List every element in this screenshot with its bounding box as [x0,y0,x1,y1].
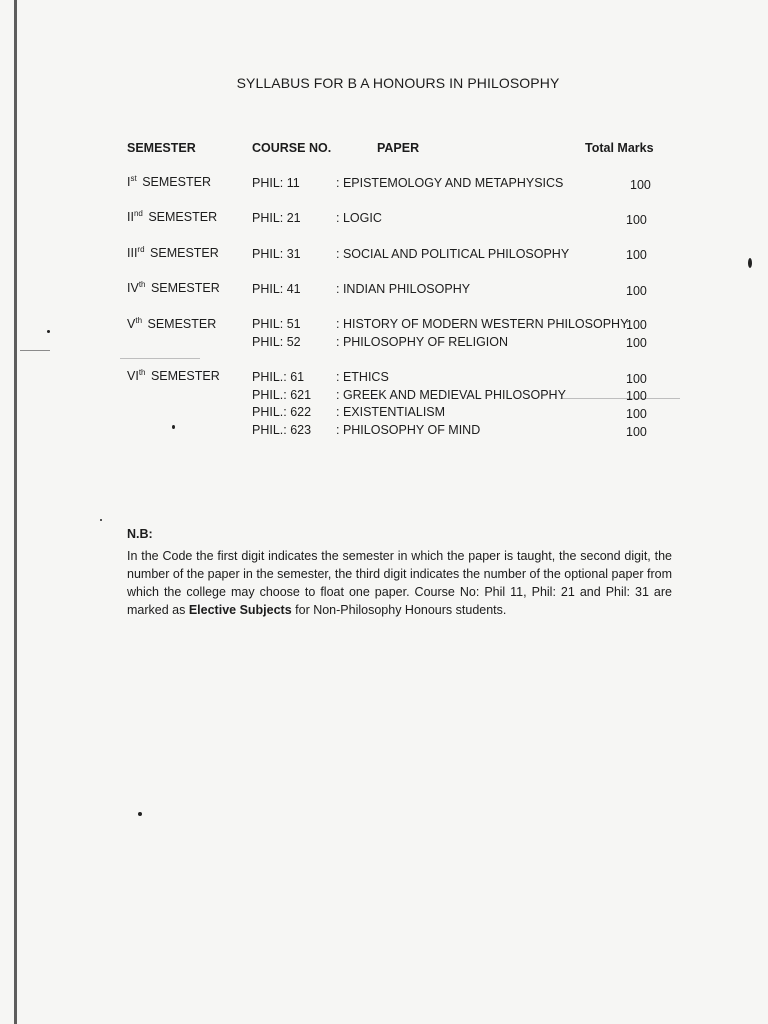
paper-title: : LOGIC [336,211,382,225]
scan-mark [120,358,200,359]
total-marks: 100 [626,389,647,403]
semester-label: IInd SEMESTER [127,209,218,224]
semester-label: Ist SEMESTER [127,174,211,189]
semester-label: IVth SEMESTER [127,280,220,295]
paper-title: : EPISTEMOLOGY AND METAPHYSICS [336,176,564,190]
course-code: PHIL.: 621 [252,388,312,402]
paper-title: : GREEK AND MEDIEVAL PHILOSOPHY [336,388,566,402]
paper-title: : INDIAN PHILOSOPHY [336,282,471,296]
semester-label: VIth SEMESTER [127,368,220,383]
scan-speck [100,519,102,521]
scan-speck [172,425,175,429]
header-paper: PAPER [377,141,420,155]
course-code: PHIL.: 622 [252,405,312,419]
paper-title: : EXISTENTIALISM [336,405,446,419]
document-title: SYLLABUS FOR B A HONOURS IN PHILOSOPHY [236,75,560,91]
total-marks: 100 [626,407,647,421]
scan-edge-line [14,0,17,1024]
scan-mark [560,398,680,399]
paper-title: : PHILOSOPHY OF RELIGION [336,335,509,349]
semester-label: IIIrd SEMESTER [127,245,219,260]
course-code: PHIL: 51 [252,317,301,331]
paper-title: : PHILOSOPHY OF MIND [336,423,481,437]
header-course-no: COURSE NO. [252,141,332,155]
course-code: PHIL: 21 [252,211,301,225]
course-code: PHIL: 11 [252,176,300,190]
total-marks: 100 [626,248,647,262]
total-marks: 100 [626,336,647,350]
total-marks: 100 [626,284,647,298]
total-marks: 100 [630,178,651,192]
scan-mark [20,350,50,351]
course-code: PHIL.: 61 [252,370,305,384]
total-marks: 100 [626,425,647,439]
nb-paragraph: In the Code the first digit indicates the semester in which the paper is taught, the second digit, the number of the paper in the semester, the third digit indicates the number of the optional paper from which the college may choose to float one paper. Course No: Phil 11, Phil: 21 and Phil: 31 are marked as Elective Subjects for Non-Philosophy Honours students. [127,549,672,617]
total-marks: 100 [626,318,647,332]
paper-title: : HISTORY OF MODERN WESTERN PHILOSOPHY [336,317,629,331]
paper-title: : SOCIAL AND POLITICAL PHILOSOPHY [336,247,570,261]
scan-speck [47,330,50,333]
paper-title: : ETHICS [336,370,389,384]
header-total-marks: Total Marks [585,141,654,155]
course-code: PHIL.: 623 [252,423,312,437]
course-code: PHIL: 31 [252,247,301,261]
scan-speck [748,258,752,268]
total-marks: 100 [626,372,647,386]
nb-heading: N.B: [127,527,153,541]
course-code: PHIL: 52 [252,335,301,349]
course-code: PHIL: 41 [252,282,301,296]
scan-speck [138,812,142,816]
total-marks: 100 [626,213,647,227]
semester-label: Vth SEMESTER [127,316,217,331]
header-semester: SEMESTER [127,141,196,155]
